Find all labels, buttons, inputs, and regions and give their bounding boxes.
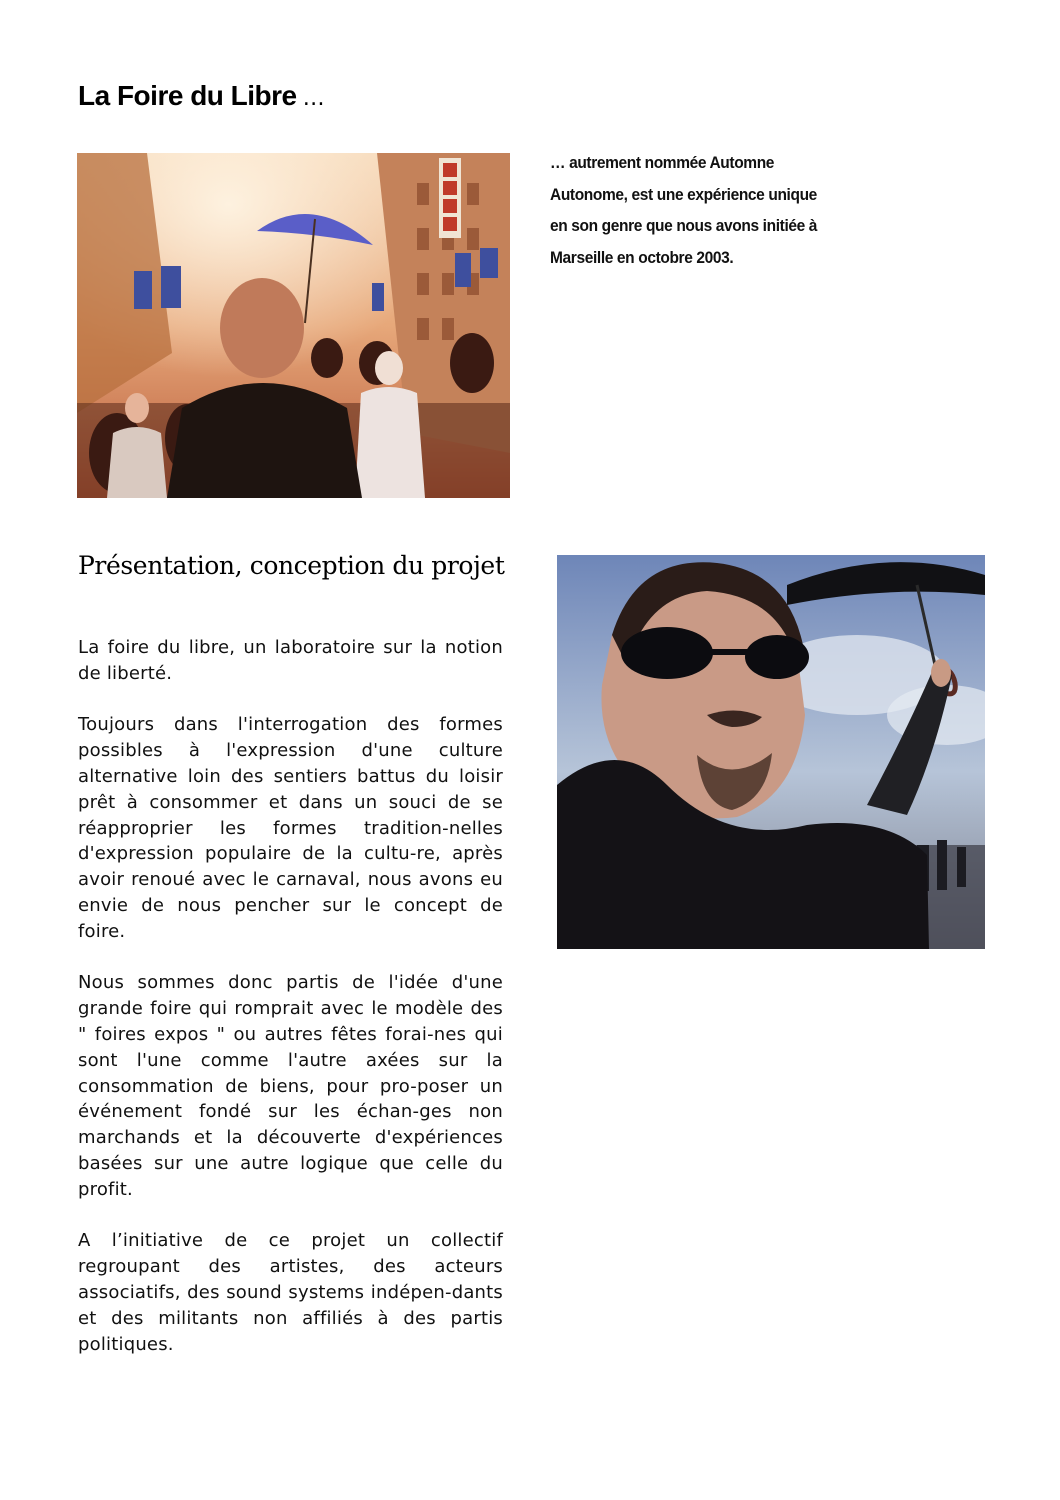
page-title [78, 80, 324, 112]
street-parade-photo [77, 153, 510, 498]
section-title: Présentation, conception du projet [78, 551, 505, 580]
section-body [78, 635, 503, 1383]
page-title-text: La Foire du Libre [78, 80, 297, 111]
paragraph-2: Toujours dans l'interrogation des formes possibles à l'expression d'une culture alternative loin des sentiers battus du loisir prêt à consommer et dans un souci de se réapproprier les formes tradition-nelles d'expression populaire de la cultu-re, après avoir renoué avec le carnaval, nous avons eu envie de nous pencher sur le concept de foire. [78, 714, 503, 942]
page-title-ellipsis: … [302, 86, 325, 111]
paragraph-3: Nous sommes donc partis de l'idée d'une grande foire qui romprait avec le modèle des " foires expos " ou autres fêtes forai-nes qui sont l'une comme l'autre axées sur la consommation de biens, pour pro-poser un événement fondé sur les échan-ges non marchands et la découverte d'expériences basées sur une autre logique que celle du profit. [78, 972, 503, 1200]
paragraph-1: La foire du libre, un laboratoire sur la notion de liberté. [78, 637, 503, 684]
man-sunglasses-illustration [557, 555, 985, 949]
street-parade-illustration [77, 153, 510, 498]
man-sunglasses-umbrella-photo [557, 555, 985, 949]
paragraph-4: A l’initiative de ce projet un collectif regroupant des artistes, des acteurs associatifs, des sound systems indépen-dants et des militants non affiliés à des partis politiques. [78, 1230, 503, 1355]
intro-text: … autrement nommée Automne Autonome, est une expérience unique en son genre que nous avons initiée à Marseille en octobre 2003. [550, 154, 818, 267]
